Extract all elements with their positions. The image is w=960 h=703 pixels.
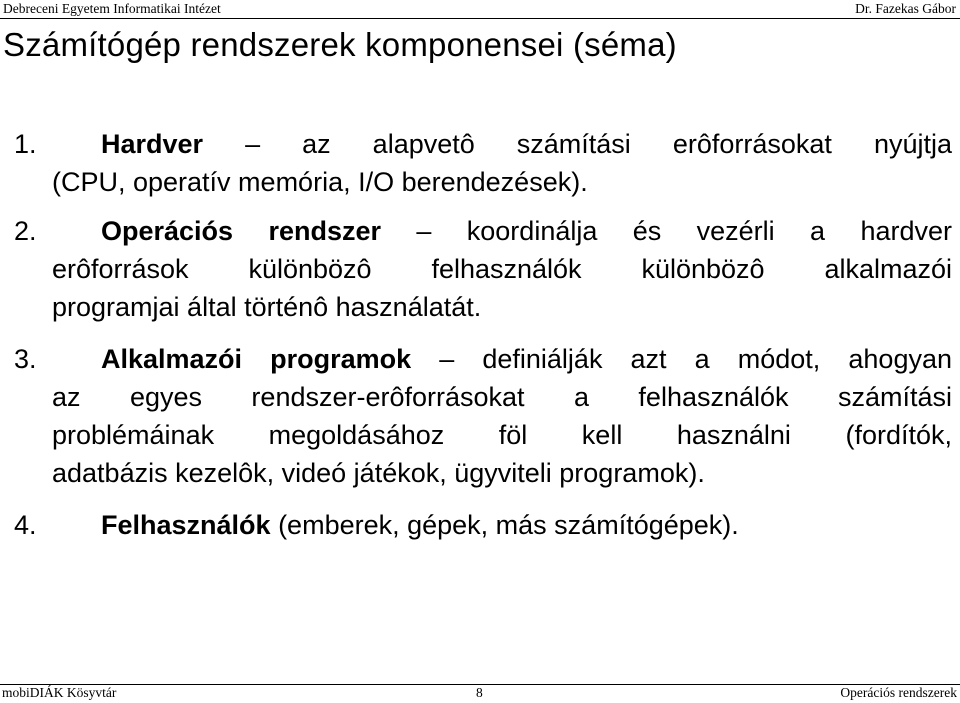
list-item-line: Alkalmazói programok – definiálják azt a módot, ahogyan bbox=[101, 344, 952, 374]
list-item-line: problémáinak megoldásához föl kell használni (fordítók, bbox=[52, 420, 952, 450]
list-item-number: 1. bbox=[14, 129, 37, 159]
list-item-number: 2. bbox=[14, 216, 37, 246]
list-item-line: erôforrások különbözô felhasználók különbözô alkalmazói bbox=[52, 254, 952, 284]
list-item-line: Operációs rendszer – koordinálja és vezérli a hardver bbox=[101, 216, 952, 246]
slide-title: Számítógép rendszerek komponensei (séma) bbox=[3, 26, 677, 63]
list-item-line: programjai által történô használatát. bbox=[52, 292, 482, 322]
header-rule bbox=[0, 18, 960, 19]
footer-library: mobiDIÁK Kösyvtár bbox=[2, 685, 117, 700]
page-footer bbox=[0, 680, 960, 703]
header-institution: Debreceni Egyetem Informatikai Intézet bbox=[3, 1, 221, 16]
list-item-line: az egyes rendszer-erôforrásokat a felhasználók számítási bbox=[52, 382, 952, 412]
page-header bbox=[0, 0, 960, 22]
list-item-number: 3. bbox=[14, 344, 37, 374]
footer-course: Operációs rendszerek bbox=[840, 685, 957, 700]
header-author: Dr. Fazekas Gábor bbox=[855, 1, 956, 16]
list-item-line: Felhasználók (emberek, gépek, más számítógépek). bbox=[101, 510, 739, 540]
list-item-line: adatbázis kezelôk, videó játékok, ügyviteli programok). bbox=[52, 458, 705, 488]
page-number: 8 bbox=[476, 685, 483, 700]
list-item-term: Operációs rendszer bbox=[101, 216, 381, 246]
list-item-term: Alkalmazói programok bbox=[101, 344, 412, 374]
list-item-term: Hardver bbox=[101, 129, 204, 159]
list-item-line: Hardver – az alapvetô számítási erôforrásokat nyújtja bbox=[101, 129, 952, 159]
list-item-line: (CPU, operatív memória, I/O berendezések). bbox=[52, 167, 588, 197]
list-item-term: Felhasználók bbox=[101, 510, 271, 540]
list-item-number: 4. bbox=[14, 510, 37, 540]
